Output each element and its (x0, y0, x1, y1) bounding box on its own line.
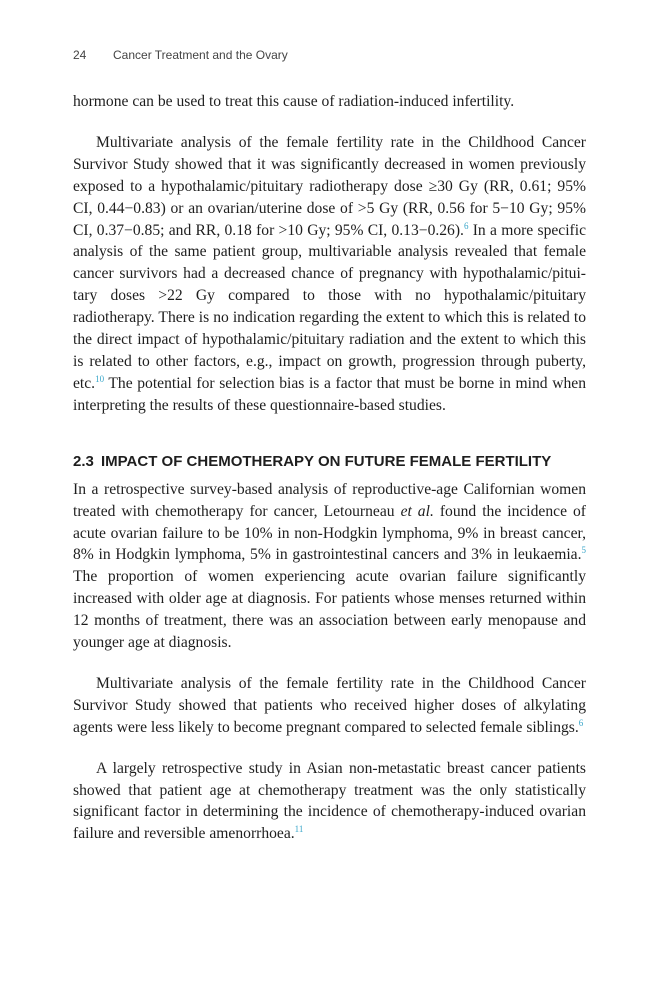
paragraph-continued (73, 91, 586, 113)
paragraph-text: Multivariate analysis of the female fertility rate in the Childhood Cancer Survivor Study showed that it was significantly decreased in women previously exposed to a hypothalamic/pituitary radiotherapy dose ≥30 Gy (RR, 0.61; 95% CI, 0.44−0.83) or an ovarian/uterine dose of >5 Gy (RR, 0.56 for 5−10 Gy; 95% CI, 0.37−0.85; and RR, 0.18 for >10 Gy; 95% CI, 0.13−0.26). (73, 133, 586, 239)
paragraph-text: found the incidence of acute ovarian failure to be 10% in non-Hodgkin lymphoma, 9% in breast cancer, 8% in Hodgkin lymphoma, 5% in gastrointestinal cancers and 3% in leukaemia. (73, 502, 586, 564)
running-title: Cancer Treatment and the Ovary (113, 48, 288, 62)
section-title: IMPACT OF CHEMOTHERAPY ON FUTURE FEMALE FERTILITY (101, 452, 552, 470)
paragraph-text: In a more specific analysis of the same patient group, multivariable analysis revealed that female cancer survivors had a decreased chance of pregnancy with hypothalamic/pituitary doses >22 Gy compared to those with no hypothalamic/pituitary radiotherapy. There is no indication regarding the extent to which this is related to the direct impact of hypothalamic/pituitary radiation and the extent to which this is related to other factors, e.g., impact on growth, progression through puberty, etc. (73, 221, 586, 392)
paragraph-text: The proportion of women experiencing acute ovarian failure significantly increased with older age at diagnosis. For patients whose menses returned within 12 months of treatment, there was an association between early menopause and younger age at diagnosis. (73, 568, 586, 652)
section-number: 2.3 (73, 452, 94, 470)
paragraph-text: In a retrospective survey-based analysis of reproductive-age Californian women treated with chemotherapy for cancer, Letourneau (73, 480, 586, 520)
paragraph-text: Multivariate analysis of the female fertility rate in the Childhood Cancer Survivor Study showed that patients who received higher doses of alkylating agents were less likely to become pregnant compared to selected female siblings. (73, 674, 586, 736)
paragraph-radiotherapy (73, 132, 586, 417)
italic-text: et al. (400, 502, 434, 520)
running-header (73, 48, 288, 62)
page-number: 24 (73, 48, 87, 62)
paragraph-alkylating (73, 673, 586, 739)
paragraph-text: The potential for selection bias is a factor that must be borne in mind when interpreting the results of these questionnaire-based studies. (73, 374, 586, 414)
paragraph-letourneau (73, 479, 586, 654)
citation-link[interactable]: 5 (581, 545, 586, 556)
citation-link[interactable]: 6 (578, 717, 584, 728)
citation-link[interactable]: 11 (294, 824, 304, 835)
section-heading (73, 452, 586, 471)
citation-link[interactable]: 6 (463, 220, 469, 231)
paragraph-asian-study (73, 758, 586, 846)
citation-link[interactable]: 10 (95, 373, 105, 384)
paragraph-text: A largely retrospective study in Asian non-metastatic breast cancer patients showed that patient age at chemotherapy treatment was the only statistically significant factor in determining the incidence of chemotherapy-induced ovarian failure and reversible amenorrhoea. (73, 759, 586, 843)
paragraph-text: hormone can be used to treat this cause of radiation-induced infertility. (73, 93, 515, 110)
body-text (73, 91, 586, 845)
